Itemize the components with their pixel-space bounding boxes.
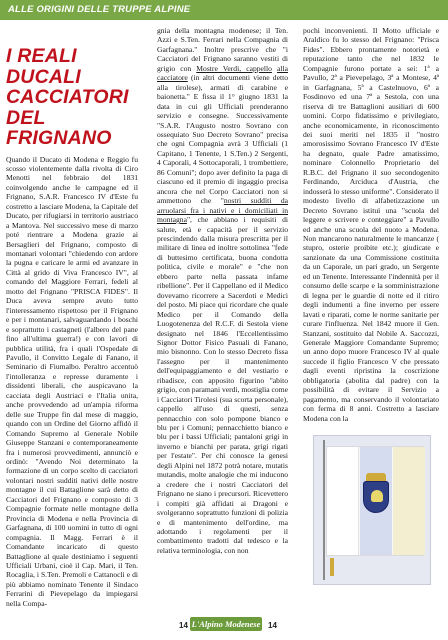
crest-icon (363, 481, 389, 513)
article-column-1 (6, 26, 138, 608)
title-line: DUCALI (6, 65, 81, 88)
title-line: CACCIATORI (6, 86, 129, 108)
magazine-logo: L'Alpino Modenese (191, 619, 261, 629)
tassel (330, 558, 334, 576)
column-3-text: pochi inconvenienti. Il Motto ufficiale e Araldico fu lo stesso del Frignano: "Prisca Fides". Ebbero prontamente notorietà e reputazione tanto che nel 1832 le Compagnie furono portate a sei: 1ª a Pavullo, 2ª a Pievepelago, 3ª a Montese, 4ª in Garfagnana, 5ª a Castelnuovo, 6ª a Fosdinovo ed una 7ª a Sestola, con una riserva di tre Battaglioni ausiliari di 600 uomini. Corpo fidatissimo e privilegiato, anche economicamente, in riconoscimento dei suoi meriti nel 1835 il "nostro amorosissimo Sovrano Francesco IV d'Este ha degnato, quale Padre amatissimo, nominare Colonnello Proprietario del R.B.C. del Frignano il suo secondogenito Ferdinando, Arciduca d'Austria, che indosserà lo stesso uniforme". Considerato il modesto livello di alfabetizzazione un Decreto Sovrano istituì una "scuola del leggere e scrivere e conteggiare" a Pavullo ed anche una scuola del nuoto a Modena. Non mancarono naturalmente le mancanze ( stupro, osterie proibite etc.); giudicate e sanzionate da una Commissione costituita da un Caporale, un pari grado, un Sergente ed un Tenente. Interessante l'indennità per il consumo delle scarpe e la somministrazione di legna per le guardie di notte ed il ritiro degli indumenti a fine inverno per essere lavati e riparati, come le norme sanitarie per curare l'influenza. Nel 1842 muore il Gen. Stanzani, sostituito dal Nobile A. Saccozzi, Generale Maggiore Comandante Supremo; un anno dopo muore Francesco IV al quale succede il figlio Francesco V che pressato dagli eventi ripristina la coscrizione obbligatoria (abolita dal padre) con la possibilità di evitare il Servizio a pagamento, ma conservando il volontariato con ferma di 8 anni. Costretto a lasciare Modena con la (303, 26, 439, 423)
column-2-text: gnia della montagna modenese; il Ten. Azzi e S.Ten. Ferrari nella Compagnia di Garfagnana." Inoltre prescrive che "i Cacciatori del Frignano saranno vestiti di grigio con Mostre Verdi, cappello alla cacciatore (in altri documenti viene detto alla tirolese), armati di carabine e baionetta." E fissa il 1° giugno 1831 la data in cui gli Ufficiali prenderanno servizio e consegne. Successivamente "S.A.R. l'Augusto nostro Sovrano con ossequiato Suo Decreto Sovrano" precisa che ogni Compagnia avrà 3 Ufficiali (1 Capitano, 1 Tenente, 1 S.Ten.) 2 Sergenti, 4 Caporali, 4 Sottocaporali, 1 trombettiere, 86 Comuni"; dopo aver definito la paga di ciascuno ed il premio di ingaggio precisa ancora che nel Corpo Cacciatori non si ammettono che "nostri sudditi da arruolarsi fra i nativi e i domiciliati in montagna", che abbiano i requisiti di salute, età e capacità per il servizio prescindendo dalla misura prescritta per il militare di linea ed inoltre sottolinea "fede di buttesimo certificata, buona condotta politica, civile e morale" e "che non ebbero parte nella passata infame ribellione". Per il Cappellano ed il Medico dovevamo ricorrere a Sacerdoti e Medici del posto. Mi piace qui ricordare che quale Medico per il Comando della Luogotenenza del R.C.F. di Sestola viene designato nel 1846 l'Eccellentissimo Signor Dottor Fisico Pasuali di Fanano, mio bisnonno. Con lo stesso Decreto fissa l'assegno per il mantenimento dell'equipaggiamento e del vestiario e ribadisce, con apposito figurino "abito grigio, con paramani verdi, mostiglia come i Cacciatori Tirolesi (sua scorta personale), cappello all'uso di questi, senza pennacchio con solo pompone bianco e blu per i Comuni; pennacchietto bianco e blu per i bassi Ufficiali; pantaloni grigi in inverno e bianchi per parata, grigi rigati per l'estate". Per chi conosce la genesi degli Alpini nel 1872 potrà notare, mutatis mutandis, molte analogie che mi inducono a credere che i nostri Cacciatori del Frignano ne siano i precursori. Ricevettero i compiti già affidati ai Dragoni e svolgeranno soprattutto funzioni di polizia e di mantenimento dell'ordine, ma adottando i regolamenti per il combattimento tradotti dal tedesco e la relativa terminologia, con non (157, 26, 288, 555)
ducal-flag-image (313, 435, 431, 585)
underlined-text: nostri sudditi da arruolarsi fra i nativi e i domiciliati in montagna (157, 196, 288, 225)
section-title: ALLE ORIGINI DELLE TRUPPE ALPINE (8, 4, 191, 15)
page-number-right: 14 (268, 621, 277, 630)
crown-icon (366, 473, 386, 481)
underlined-text: Mostre Verdi, cappello (196, 63, 272, 73)
title-line: I REALI (6, 45, 77, 67)
page-number-left: 14 (179, 621, 188, 630)
title-line: DEL FRIGNANO (6, 106, 112, 149)
flag-cloth (326, 446, 424, 556)
flag-pole (323, 440, 325, 580)
eagle-icon (371, 490, 383, 502)
article-column-2 (157, 26, 288, 608)
column-1-text: Quando il Ducato di Modena e Reggio fu scosso violentemente dalla rivolta di Ciro Menotti nel febbraio del 1831 coinvolgendo anche le campagne ed il Frignano, S.A.R. Francesco IV d'Este fu costretto a lasciare Modena, la Capitale del Ducato, per rifugiarsi in territorio austriaco a Mantova. Nel successivo mese di marzo poté rientrare a Modena grazie ai Bersaglieri del Frignano, composto di montanari volontari "chiedendo con ardore la pugna e caricare le armi ed avanzare in Città al grido di Viva Francesco IV", al comando del Maggiore Ferrari, fedeli al motto del Frignano "PRISCA FIDES". Il Duca aveva sempre avuto tutto l'interessamento rispettoso per il Frignano e per i montanari, salvaguardando i boschi e soprattutto i castagneti (l'albero del pane fino all'ultima guerra!) e con lavori di pubblica utilità, fra i quali l'Ospedale di Pavullo, il Convitto Legale di Fanano, il Seminario di Fiumalbo. Peraltro accentuò l'intolleranza e represse duramente i dissidenti liberali, che auspicavano la cacciata degli Austriaci e l'Italia unita, anche provvedendo ad un'ampia riforma delle sue Truppe fin dal mese di maggio, quando con un Ordine del Giorno affidò il Comando Supremo al Generale Nobile Giuseppe Stanzani e contemporaneamente fra i numerosi provvedimenti, annunciò e ordinò: "Avendo Noi determinato la formazione di un corpo scelto di cacciatori volontari nostri sudditi nativi delle nostre montagne il cui Battaglione sarà detto di Cacciatori del Frignano e composto di 3 Compagnie formate nelle montagne della Provincia di Modena e nella Provincia di Garfagnana, di 100 uomini in tutto di ogni compagnia. Il Magg. Ferrari è il Comandante incaricato di questo Battaglione al quale destiniamo i seguenti Ufficiali Urbani, cioè il Cap. Mari, il Ten. Rocaglia, i S.Ten. Premoli e Cattanocli e di più abbiamo nominato Tenente il Sindaco Ferrarini di Pievepelago da impiegarsi nella Compa- (6, 154, 138, 608)
article-title (6, 46, 138, 149)
section-header-bar (0, 0, 448, 20)
underlined-text: alla cacciatore (157, 63, 288, 83)
page-footer (0, 614, 448, 640)
